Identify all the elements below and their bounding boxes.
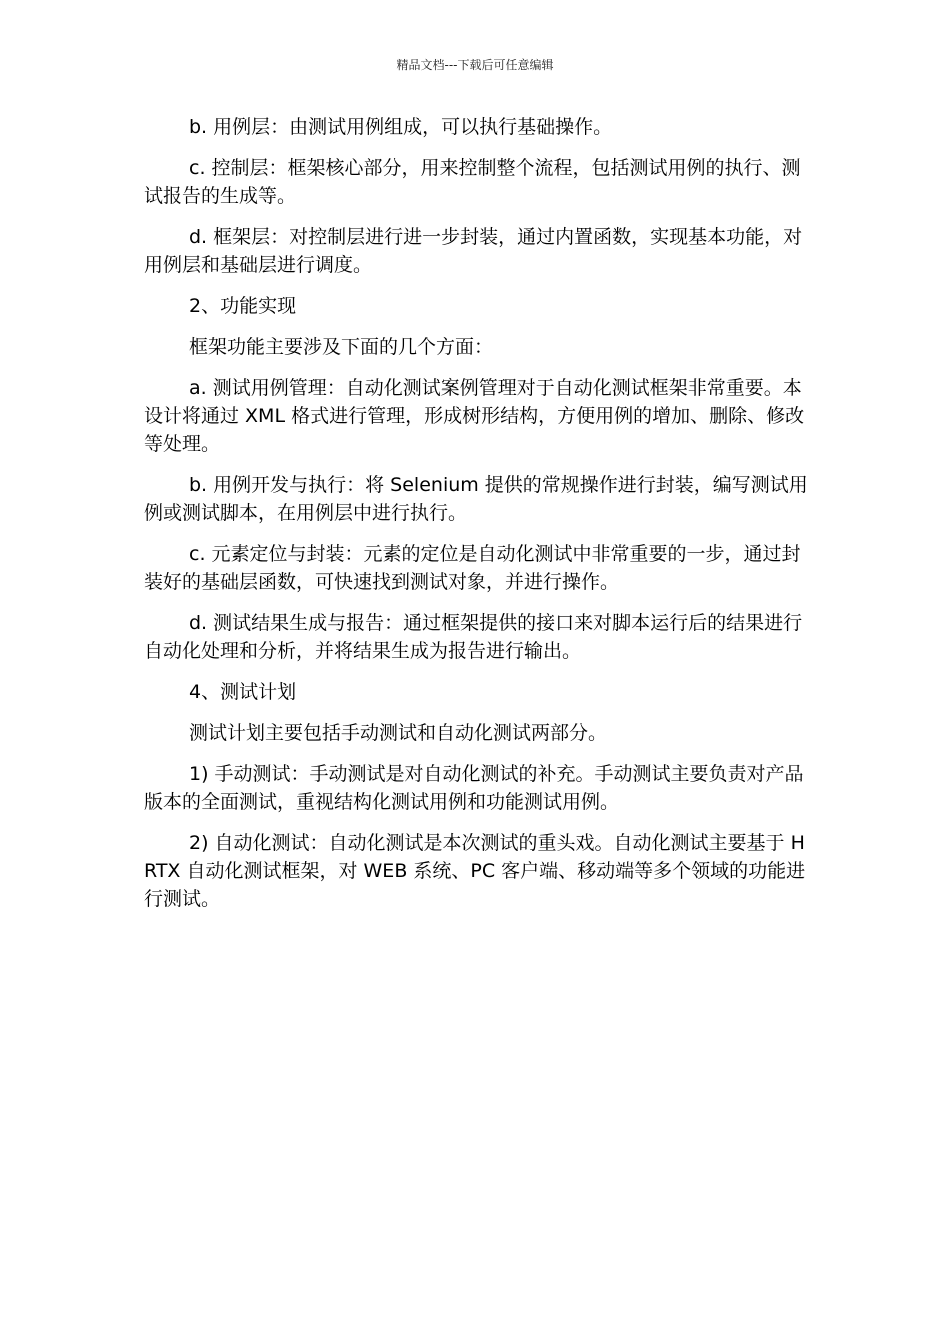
paragraph-test-case-management: a. 测试用例管理：自动化测试案例管理对于自动化测试框架非常重要。本设计将通过 XML 格式进行管理，形成树形结构，方便用例的增加、删除、修改等处理。: [144, 377, 805, 455]
paragraph-automated-testing: 2) 自动化测试：自动化测试是本次测试的重头戏。自动化测试主要基于 HRTX 自动化测试框架，对 WEB 系统、PC 客户端、移动端等多个领域的功能进行测试。: [144, 832, 806, 910]
paragraph-case-development: b. 用例开发与执行：将 Selenium 提供的常规操作进行封装，编写测试用例或测试脚本，在用例层中进行执行。: [144, 474, 808, 524]
paragraph-use-case-layer: b. 用例层：由测试用例组成，可以执行基础操作。: [189, 116, 613, 138]
paragraph-element-locating: c. 元素定位与封装：元素的定位是自动化测试中非常重要的一步，通过封装好的基础层函数，可快速找到测试对象，并进行操作。: [144, 543, 801, 593]
paragraph-control-layer: c. 控制层：框架核心部分，用来控制整个流程，包括测试用例的执行、测试报告的生成等。: [144, 157, 801, 207]
page-header: 精品文档---下载后可任意编辑: [396, 58, 554, 72]
paragraph-manual-testing: 1) 手动测试：手动测试是对自动化测试的补充。手动测试主要负责对产品版本的全面测试，重视结构化测试用例和功能测试用例。: [144, 763, 804, 813]
paragraph-test-results: d. 测试结果生成与报告：通过框架提供的接口来对脚本运行后的结果进行自动化处理和分析，并将结果生成为报告进行输出。: [144, 612, 803, 662]
section-heading-function-implementation: 2、功能实现: [189, 295, 297, 317]
document-body: [144, 113, 809, 926]
paragraph-test-plan-intro: 测试计划主要包括手动测试和自动化测试两部分。: [189, 722, 608, 744]
section-heading-test-plan: 4、测试计划: [189, 681, 297, 703]
paragraph-function-intro: 框架功能主要涉及下面的几个方面：: [189, 336, 494, 358]
paragraph-framework-layer: d. 框架层：对控制层进行进一步封装，通过内置函数，实现基本功能，对用例层和基础层进行调度。: [144, 226, 803, 276]
